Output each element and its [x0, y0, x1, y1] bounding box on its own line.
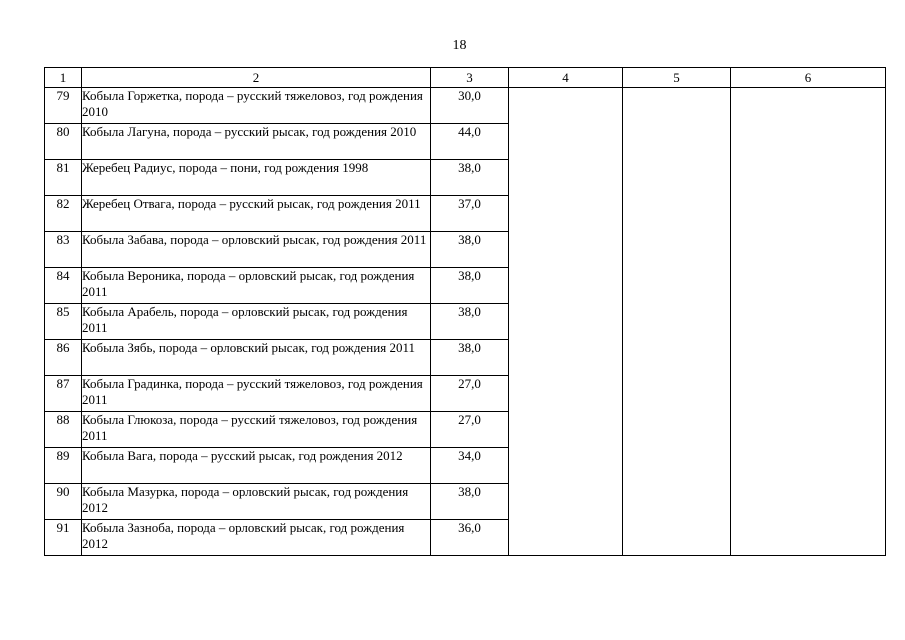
column-header-5: 5: [623, 68, 731, 88]
animal-description: Кобыла Лагуна, порода – русский рысак, год рождения 2010: [82, 124, 431, 160]
row-number: 87: [45, 376, 82, 412]
column-header-4: 4: [509, 68, 623, 88]
row-number: 82: [45, 196, 82, 232]
column-header-1: 1: [45, 68, 82, 88]
table-header: [45, 68, 886, 88]
column-6-cell: [731, 88, 886, 556]
horse-valuation-table: [44, 67, 886, 556]
row-number: 85: [45, 304, 82, 340]
row-number: 86: [45, 340, 82, 376]
header-row: [45, 68, 886, 88]
animal-value: 36,0: [431, 520, 509, 556]
row-number: 84: [45, 268, 82, 304]
animal-description: Кобыла Зябь, порода – орловский рысак, год рождения 2011: [82, 340, 431, 376]
animal-value: 38,0: [431, 268, 509, 304]
animal-value: 27,0: [431, 376, 509, 412]
column-5-cell: [623, 88, 731, 556]
animal-value: 38,0: [431, 304, 509, 340]
animal-description: Кобыла Градинка, порода – русский тяжеловоз, год рождения 2011: [82, 376, 431, 412]
animal-description: Кобыла Зазноба, порода – орловский рысак, год рождения 2012: [82, 520, 431, 556]
table-body: [45, 88, 886, 556]
table-row: [45, 88, 886, 124]
row-number: 83: [45, 232, 82, 268]
animal-description: Кобыла Арабель, порода – орловский рысак, год рождения 2011: [82, 304, 431, 340]
animal-description: Кобыла Мазурка, порода – орловский рысак, год рождения 2012: [82, 484, 431, 520]
column-4-cell: [509, 88, 623, 556]
row-number: 89: [45, 448, 82, 484]
animal-value: 27,0: [431, 412, 509, 448]
page-number: 18: [452, 38, 467, 53]
animal-description: Кобыла Вероника, порода – орловский рысак, год рождения 2011: [82, 268, 431, 304]
row-number: 91: [45, 520, 82, 556]
animal-description: Кобыла Горжетка, порода – русский тяжеловоз, год рождения 2010: [82, 88, 431, 124]
animal-value: 30,0: [431, 88, 509, 124]
row-number: 81: [45, 160, 82, 196]
animal-value: 37,0: [431, 196, 509, 232]
row-number: 88: [45, 412, 82, 448]
animal-value: 34,0: [431, 448, 509, 484]
animal-value: 38,0: [431, 160, 509, 196]
animal-value: 44,0: [431, 124, 509, 160]
animal-description: Кобыла Глюкоза, порода – русский тяжеловоз, год рождения 2011: [82, 412, 431, 448]
column-header-6: 6: [731, 68, 886, 88]
row-number: 90: [45, 484, 82, 520]
row-number: 79: [45, 88, 82, 124]
column-header-3: 3: [431, 68, 509, 88]
animal-value: 38,0: [431, 484, 509, 520]
animal-description: Кобыла Вага, порода – русский рысак, год рождения 2012: [82, 448, 431, 484]
animal-description: Кобыла Забава, порода – орловский рысак, год рождения 2011: [82, 232, 431, 268]
row-number: 80: [45, 124, 82, 160]
column-header-2: 2: [82, 68, 431, 88]
animal-description: Жеребец Отвага, порода – русский рысак, год рождения 2011: [82, 196, 431, 232]
animal-value: 38,0: [431, 340, 509, 376]
animal-description: Жеребец Радиус, порода – пони, год рождения 1998: [82, 160, 431, 196]
animal-value: 38,0: [431, 232, 509, 268]
